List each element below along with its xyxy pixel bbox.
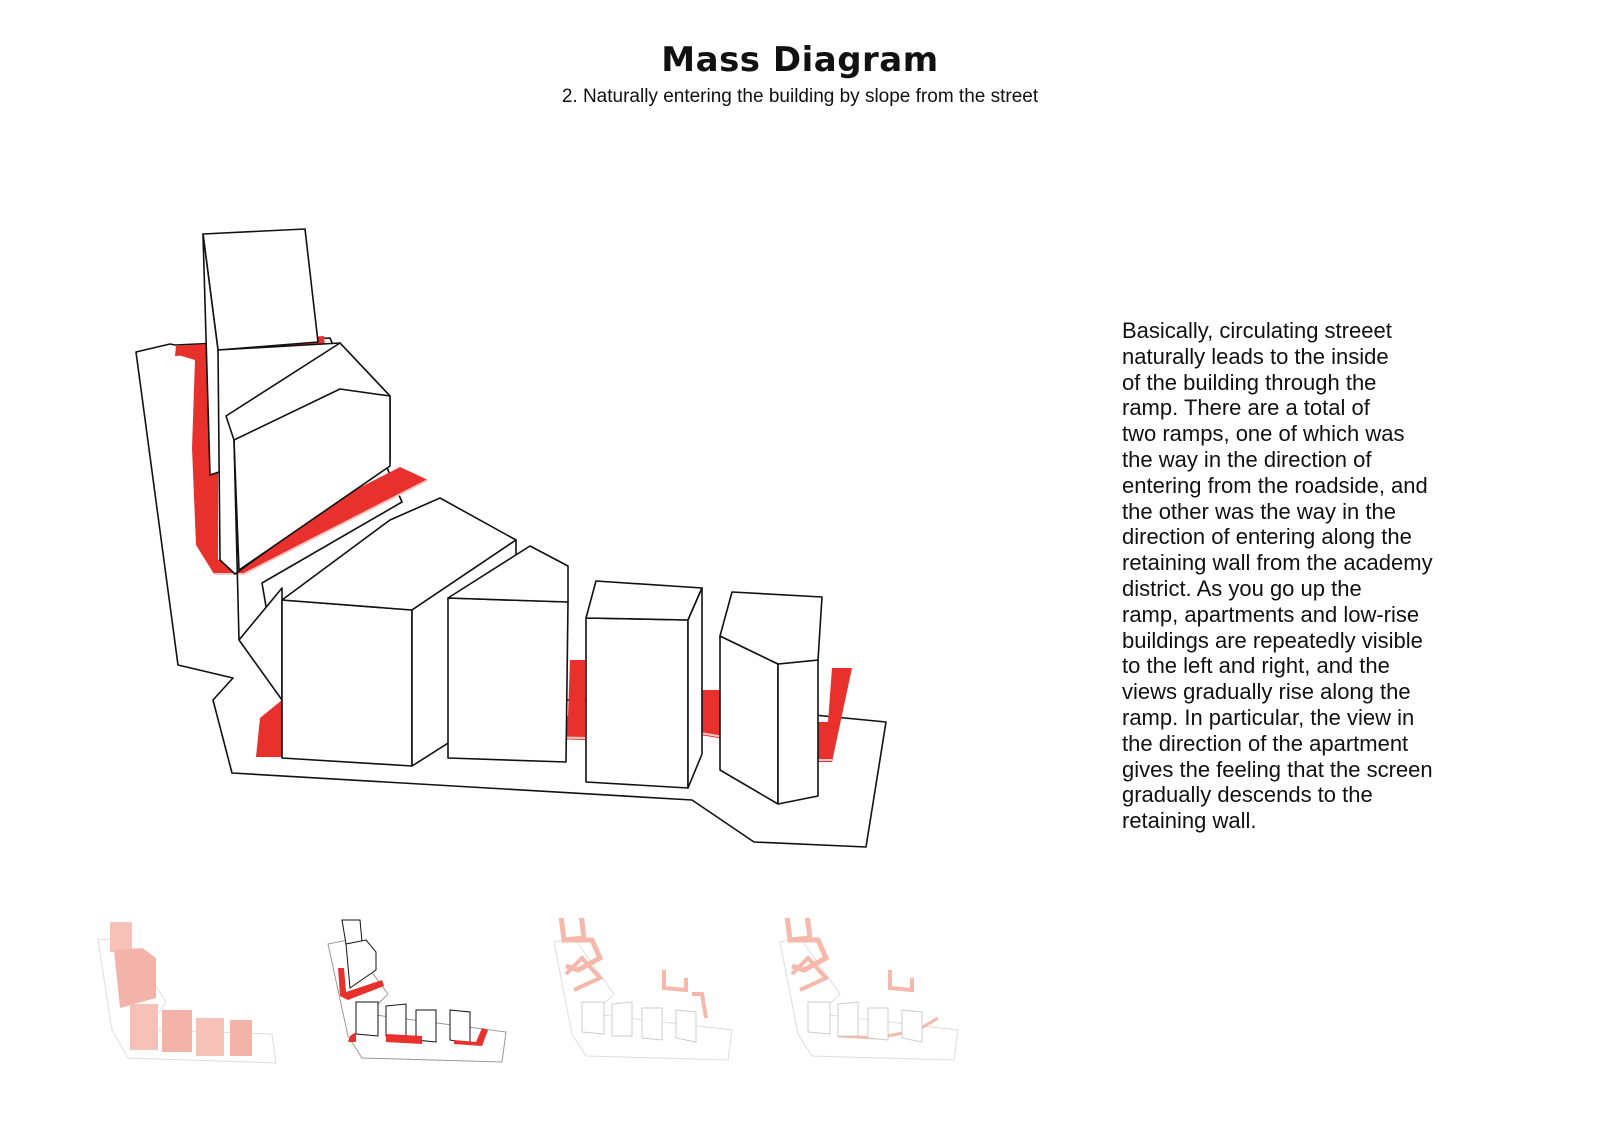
description-line: ramp, apartments and low-rise — [1122, 601, 1420, 627]
thumbnail-step-3 — [552, 918, 748, 1068]
thumbnail-step-2 — [326, 918, 522, 1068]
description-line: to the left and right, and the — [1122, 653, 1390, 679]
block-a-front — [282, 600, 412, 766]
page-title: Mass Diagram — [661, 40, 939, 80]
block-c-side — [688, 588, 702, 788]
description-line: retaining wall. — [1122, 808, 1257, 834]
description-line: entering from the roadside, and — [1122, 472, 1428, 498]
description-line: buildings are repeatedly visible — [1122, 627, 1423, 653]
description-line: naturally leads to the inside — [1122, 343, 1389, 369]
description-line: retaining wall from the academy — [1122, 550, 1433, 576]
block-c-front — [586, 618, 688, 788]
description-text — [1122, 318, 1482, 834]
description-line: direction of entering along the — [1122, 524, 1412, 550]
block-c-roof — [586, 581, 702, 620]
description-line: views gradually rise along the — [1122, 679, 1411, 705]
description-line: gives the feeling that the screen — [1122, 756, 1433, 782]
description-line: ramp. There are a total of — [1122, 395, 1370, 421]
thumbnail-step-4 — [778, 918, 974, 1068]
block-d-side — [778, 660, 818, 804]
description-line: the way in the direction of — [1122, 446, 1372, 472]
description-line: of the building through the — [1122, 369, 1377, 395]
thumbnail-step-1 — [96, 918, 286, 1068]
description-line: ramp. In particular, the view in — [1122, 704, 1415, 730]
tower-front — [203, 229, 318, 350]
block-b-front — [448, 598, 568, 762]
description-line: the other was the way in the — [1122, 498, 1396, 524]
description-line: the direction of the apartment — [1122, 730, 1409, 756]
page-subtitle: 2. Naturally entering the building by slope from the street — [561, 86, 1039, 107]
description-line: Basically, circulating streeet — [1122, 318, 1392, 343]
description-line: gradually descends to the — [1122, 782, 1373, 808]
description-line: two ramps, one of which was — [1122, 421, 1405, 447]
description-line: district. As you go up the — [1122, 575, 1362, 601]
